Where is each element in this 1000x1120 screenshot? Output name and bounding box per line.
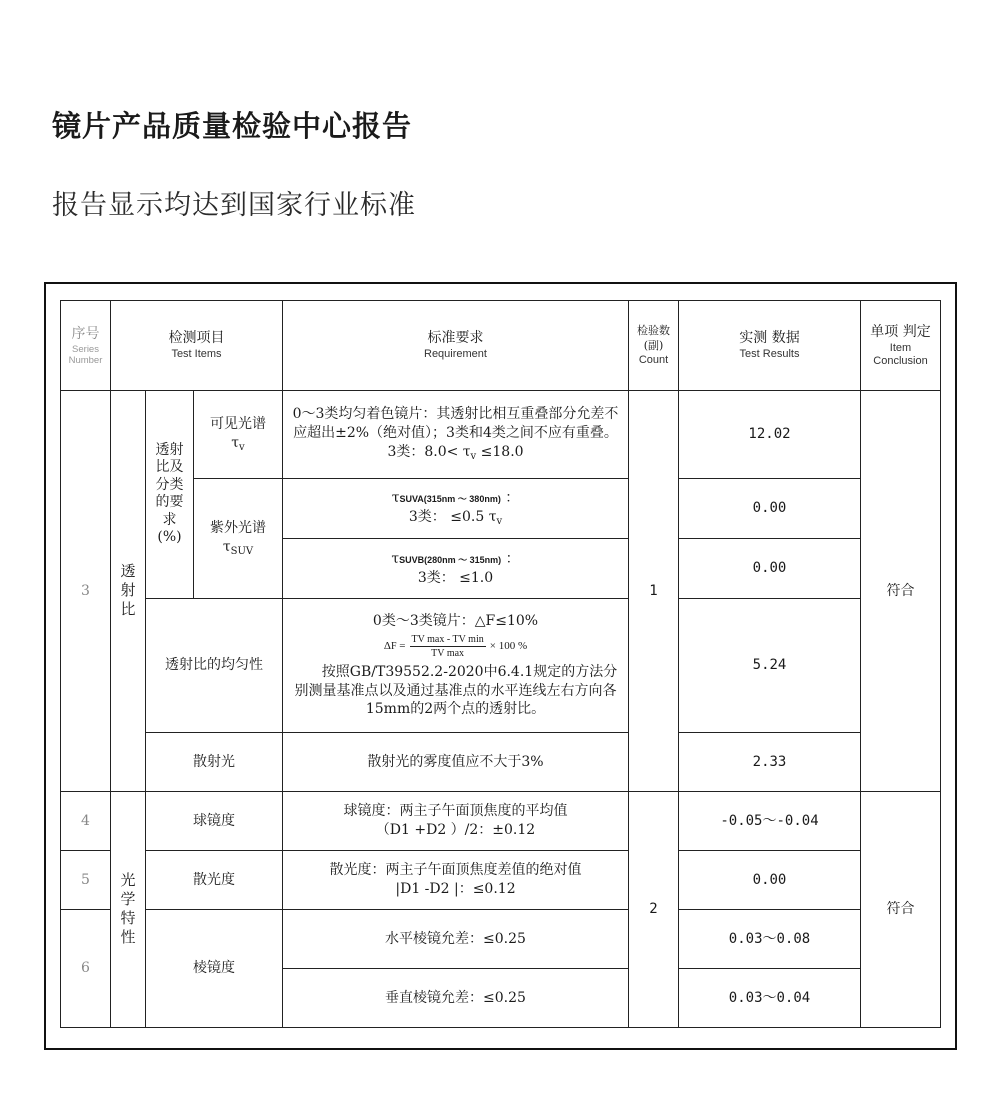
- table-row: [61, 391, 941, 479]
- sphere-requirement: 球镜度：两主子午面顶焦度的平均值 （D1 +D2 ）/2：±0.12: [283, 792, 629, 851]
- header-seq: 序号 Series Number: [61, 301, 111, 391]
- header-test-results: 实测 数据 Test Results: [679, 301, 861, 391]
- scatter-result: 2.33: [679, 733, 861, 792]
- header-count: 检验数 (副) Count: [629, 301, 679, 391]
- sphere-label: 球镜度: [146, 792, 283, 851]
- table-header-row: [61, 301, 941, 391]
- uva-requirement: τSUVA(315nm ～ 380nm) ： 3类： ≤0.5 $\tau_v$: [283, 479, 629, 539]
- prism-horizontal-requirement: 水平棱镜允差：≤0.25: [283, 910, 629, 969]
- visible-spectrum-result: 12.02: [679, 391, 861, 479]
- visible-spectrum-label: 可见光谱 $\tau_v$: [194, 391, 283, 479]
- uniformity-result: 5.24: [679, 599, 861, 733]
- prism-vertical-requirement: 垂直棱镜允差：≤0.25: [283, 969, 629, 1028]
- scatter-label: 散射光: [146, 733, 283, 792]
- astig-requirement: 散光度：两主子午面顶焦度差值的绝对值 |D1 -D2 |：≤0.12: [283, 851, 629, 910]
- prism-vertical-result: 0.03～0.04: [679, 969, 861, 1028]
- visible-spectrum-requirement: 0～3类均匀着色镜片：其透射比相互重叠部分允差不应超出±2%（绝对值）；3类和4类之间不应有重叠。 3类：$8.0< \tau_v \le 18.0$: [283, 391, 629, 479]
- conclusion-group-4: 符合: [861, 792, 941, 1028]
- table-row: [61, 910, 941, 969]
- page-subtitle: 报告显示均达到国家行业标准: [52, 190, 416, 221]
- uniformity-formula: Δ F = $\frac{\text{TV max - TV min}}{\text{TV max}}$ × 100 %: [383, 633, 528, 660]
- table-row: [61, 733, 941, 792]
- astig-label: 散光度: [146, 851, 283, 910]
- conclusion-group-3: 符合: [861, 391, 941, 792]
- astig-result: 0.00: [679, 851, 861, 910]
- uv-spectrum-label: 紫外光谱 $\tau_{SUV}$: [194, 479, 283, 599]
- prism-label: 棱镜度: [146, 910, 283, 1028]
- uvb-result: 0.00: [679, 539, 861, 599]
- scatter-requirement: 散射光的雾度值应不大于3%: [283, 733, 629, 792]
- page-title: 镜片产品质量检验中心报告: [52, 109, 413, 143]
- table-row: [61, 851, 941, 910]
- header-requirement: 标准要求 Requirement: [283, 301, 629, 391]
- category-optical: 光学特性: [111, 792, 146, 1028]
- seq-6: 6: [61, 910, 111, 1028]
- seq-3: 3: [61, 391, 111, 792]
- count-group-4: 2: [629, 792, 679, 1028]
- sphere-result: -0.05～-0.04: [679, 792, 861, 851]
- uniformity-requirement: 0类～3类镜片：△F≤10% Δ F = $\frac{\text{TV max - TV min}}{\text{TV max}}$ × 100 % 按照GB/T39552.2-2020中6.4.1规定的方法分别测量基准点以及通过基准点的水平连线左右方向各15mm的2两个点的透射比。: [283, 599, 629, 733]
- category-transmittance: 透射比: [111, 391, 146, 792]
- prism-horizontal-result: 0.03～0.08: [679, 910, 861, 969]
- uva-result: 0.00: [679, 479, 861, 539]
- seq-4: 4: [61, 792, 111, 851]
- header-conclusion: 单项 判定 Item Conclusion: [861, 301, 941, 391]
- count-group-3: 1: [629, 391, 679, 792]
- table-row: [61, 792, 941, 851]
- seq-5: 5: [61, 851, 111, 910]
- uvb-requirement: τSUVB(280nm ～ 315nm) ： 3类： ≤1.0: [283, 539, 629, 599]
- header-test-items: 检测项目 Test Items: [111, 301, 283, 391]
- uniformity-label: 透射比的均匀性: [146, 599, 283, 733]
- table-row: [61, 599, 941, 733]
- inspection-report-table: [60, 300, 941, 1028]
- sub-category-transmittance-class: 透射比及分类的要求(%): [146, 391, 194, 599]
